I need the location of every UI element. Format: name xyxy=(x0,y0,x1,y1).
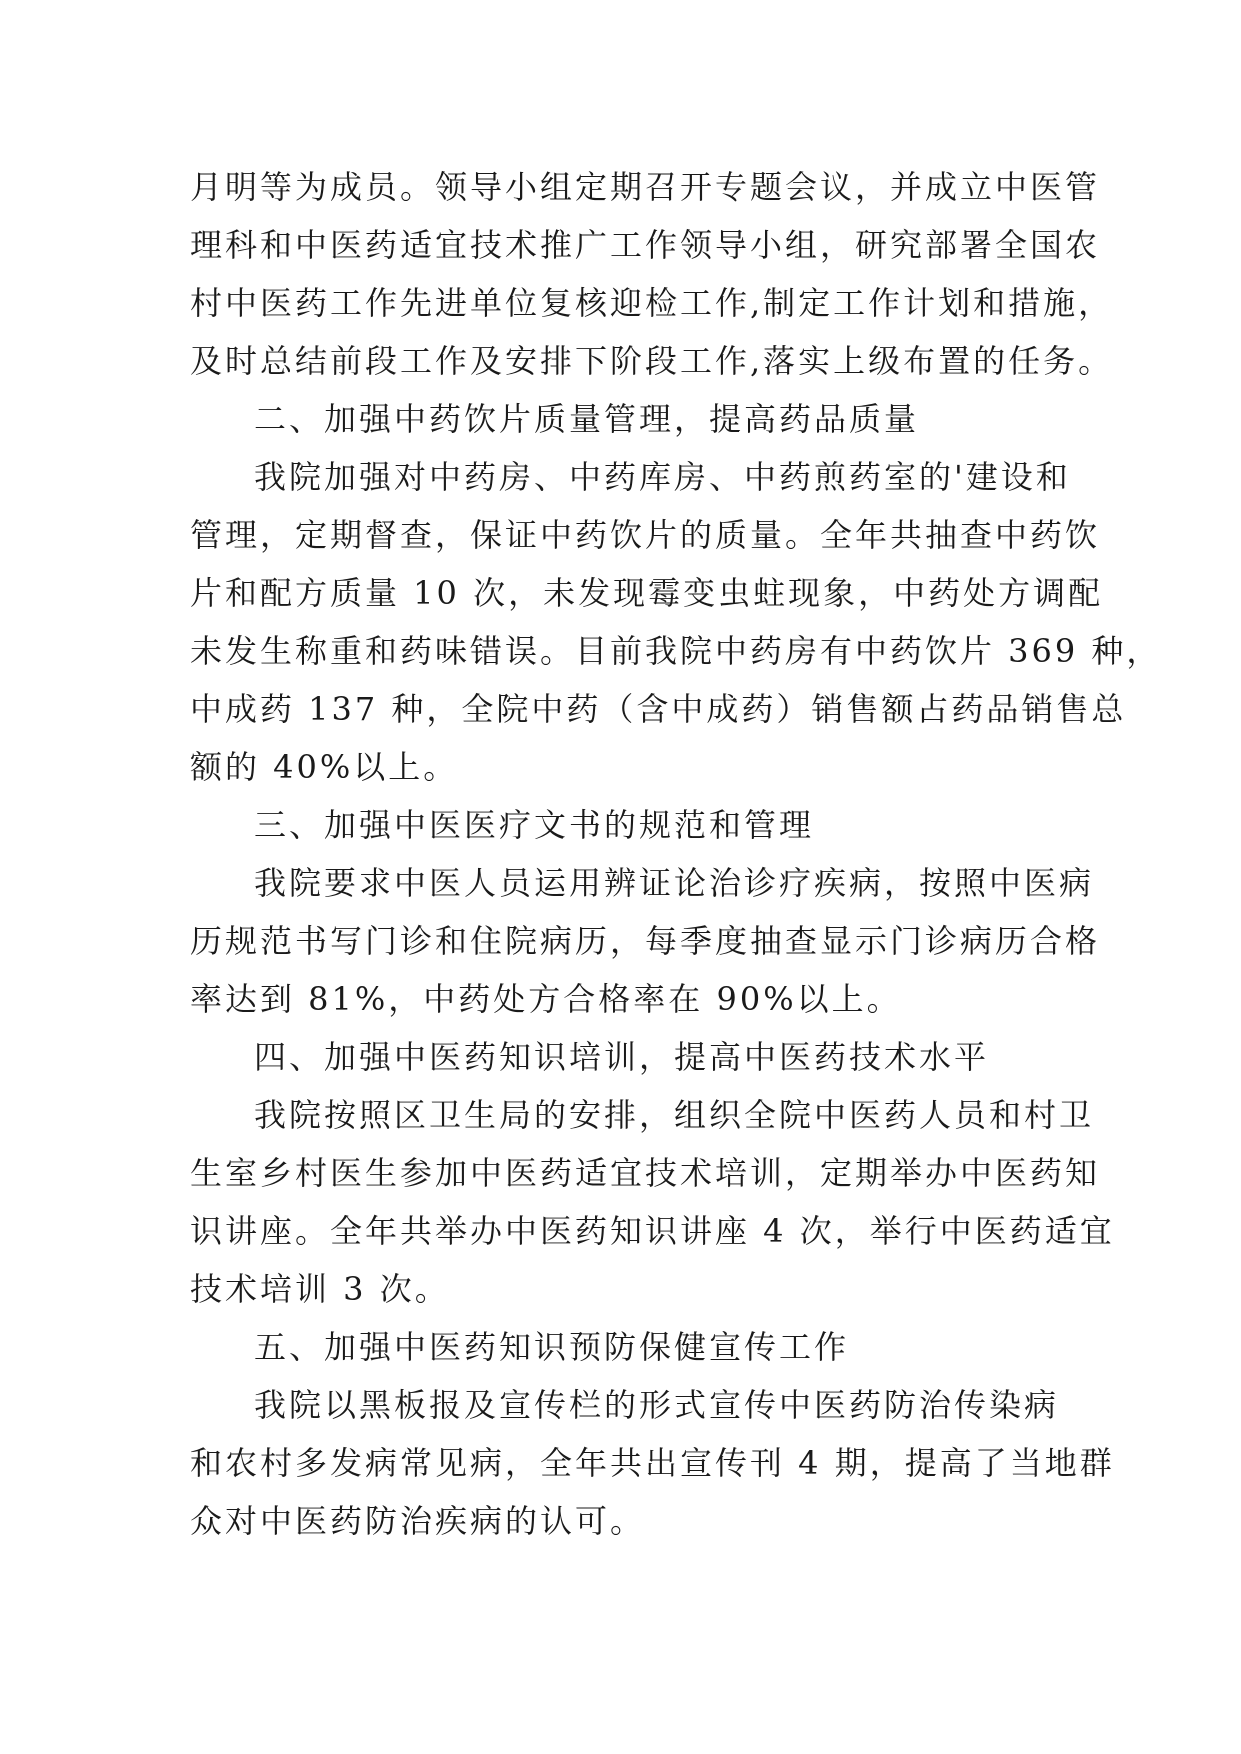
text-line: 我院要求中医人员运用辨证论治诊疗疾病，按照中医病 xyxy=(254,864,1095,902)
text-line: 月明等为成员。领导小组定期召开专题会议，并成立中医管 xyxy=(190,168,1101,206)
document-body xyxy=(190,158,1162,1550)
text-line: 我院加强对中药房、中药库房、中药煎药室的'建设和 xyxy=(254,458,1071,496)
text-line: 额的 40%以上。 xyxy=(190,748,459,786)
text-line: 未发生称重和药味错误。目前我院中药房有中药饮片 369 种， xyxy=(190,632,1162,670)
text-line: 率达到 81%，中药处方合格率在 90%以上。 xyxy=(190,980,902,1018)
text-line: 和农村多发病常见病，全年共出宣传刊 4 期，提高了当地群 xyxy=(190,1444,1115,1482)
text-line: 片和配方质量 10 次，未发现霉变虫蛀现象，中药处方调配 xyxy=(190,574,1104,612)
text-line: 中成药 137 种，全院中药（含中成药）销售额占药品销售总 xyxy=(190,690,1127,728)
text-line: 四、加强中医药知识培训，提高中医药技术水平 xyxy=(254,1038,990,1076)
text-line: 管理，定期督查，保证中药饮片的质量。全年共抽查中药饮 xyxy=(190,516,1101,554)
text-line: 我院以黑板报及宣传栏的形式宣传中医药防治传染病 xyxy=(254,1386,1060,1424)
text-line: 识讲座。全年共举办中医药知识讲座 4 次，举行中医药适宜 xyxy=(190,1212,1115,1250)
text-line: 三、加强中医医疗文书的规范和管理 xyxy=(254,806,815,844)
text-line: 五、加强中医药知识预防保健宣传工作 xyxy=(254,1328,850,1366)
text-line: 二、加强中药饮片质量管理，提高药品质量 xyxy=(254,400,920,438)
text-line: 我院按照区卫生局的安排，组织全院中医药人员和村卫 xyxy=(254,1096,1095,1134)
text-line: 村中医药工作先进单位复核迎检工作,制定工作计划和措施， xyxy=(190,284,1114,322)
text-line: 历规范书写门诊和住院病历，每季度抽查显示门诊病历合格 xyxy=(190,922,1101,960)
text-line: 技术培训 3 次。 xyxy=(190,1270,450,1308)
text-line: 及时总结前段工作及安排下阶段工作,落实上级布置的任务。 xyxy=(190,342,1114,380)
text-line: 理科和中医药适宜技术推广工作领导小组，研究部署全国农 xyxy=(190,226,1101,264)
text-line: 生室乡村医生参加中医药适宜技术培训，定期举办中医药知 xyxy=(190,1154,1101,1192)
text-line: 众对中医药防治疾病的认可。 xyxy=(190,1502,646,1540)
